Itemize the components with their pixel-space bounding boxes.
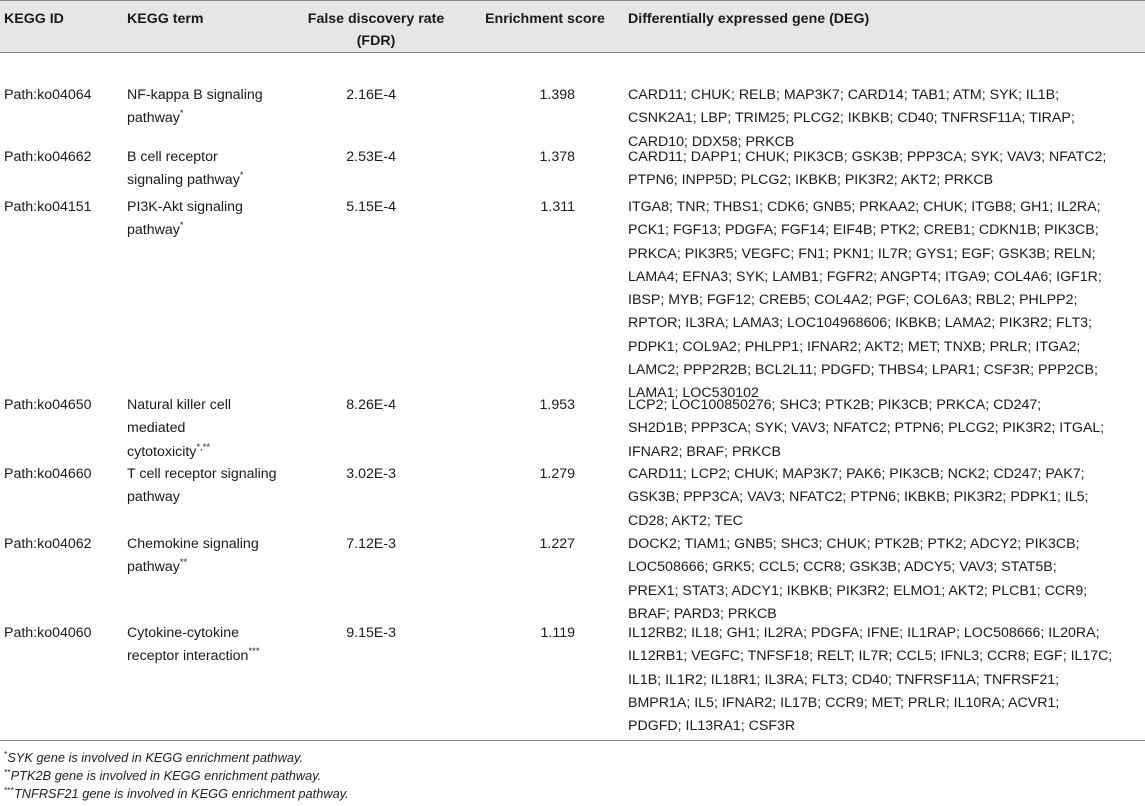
kegg-id-cell: Path:ko04662 — [4, 149, 92, 165]
footnote-mark: * — [4, 749, 8, 759]
footnote-mark: *** — [248, 646, 260, 658]
kegg-term-cell — [127, 533, 302, 580]
footnote-text: TNFRSF21 gene is involved in KEGG enrichment pathway. — [13, 786, 349, 801]
kegg-term-cell — [127, 622, 302, 669]
kegg-term-cell — [127, 394, 302, 464]
footnote — [4, 768, 321, 784]
table-top-rule — [0, 0, 1145, 1]
enrichment-score-cell: 1.311 — [540, 199, 575, 215]
footnote — [4, 786, 349, 802]
footnote-mark: * — [179, 108, 184, 120]
enrichment-score-cell: 1.119 — [540, 625, 575, 641]
footnote-mark: * — [179, 220, 184, 232]
enrichment-score-cell: 1.398 — [539, 87, 575, 103]
table-bottom-rule — [0, 740, 1145, 741]
kegg-term-cell — [127, 463, 302, 510]
footnote-mark: *,** — [196, 441, 211, 453]
footnote-text: SYK gene is involved in KEGG enrichment pathway. — [7, 750, 303, 765]
header-kegg-id: KEGG ID — [4, 11, 64, 27]
footnote-mark: * — [239, 170, 244, 182]
kegg-term-text: Natural killer cell mediated cytotoxicity — [127, 397, 232, 460]
fdr-cell: 5.15E-4 — [346, 199, 396, 215]
kegg-id-cell: Path:ko04064 — [4, 87, 92, 103]
kegg-term-text: T cell receptor signaling pathway — [127, 466, 277, 506]
deg-cell: CARD11; CHUK; RELB; MAP3K7; CARD14; TAB1; ATM; SYK; IL1B; CSNK2A1; LBP; TRIM25; PLCG2; IKBKB; CD40; TNFRSF11A; TIRAP; CARD10; DDX58; PRKCB — [628, 87, 1075, 150]
deg-cell: ITGA8; TNR; THBS1; CDK6; GNB5; PRKAA2; CHUK; ITGB8; GH1; IL2RA; PCK1; FGF13; PDGFA; FGF14; EIF4B; PTK2; CREB1; CDKN1B; PIK3CB; PRKCA; PIK3R5; VEGFC; FN1; PKN1; IL7R; GYS1; EGF; GSK3B; RELN; LAMA4; EFNA3; SYK; LAMB1; FGFR2; ANGPT4; ITGA9; COL4A6; IGF1R; IBSP; MYB; FGF12; CREB5; COL4A2; PGF; COL6A3; RBL2; PHLPP2; RPTOR; IL3RA; LAMA3; LOC104968606; IKBKB; LAMA2; PIK3R2; FLT3; PDPK1; COL9A2; PHLPP1; IFNAR2; AKT2; MET; TNXB; PRLR; ITGA2; LAMC2; PPP2R2B; BCL2L11; PDGFD; THBS4; LPAR1; CSF3R; PPP2CB; LAMA1; LOC530102 — [628, 199, 1102, 402]
header-enrichment-score: Enrichment score — [485, 11, 605, 27]
kegg-term-text: Cytokine-cytokine receptor interaction — [127, 625, 249, 665]
deg-cell: LCP2; LOC100850276; SHC3; PTK2B; PIK3CB; PRKCA; CD247; SH2D1B; PPP3CA; SYK; VAV3; NFATC2; PTPN6; PLCG2; PIK3R2; ITGAL; IFNAR2; BRAF; PRKCB — [628, 397, 1105, 460]
kegg-id-cell: Path:ko04151 — [4, 199, 92, 215]
fdr-cell: 8.26E-4 — [346, 397, 396, 413]
deg-cell: CARD11; LCP2; CHUK; MAP3K7; PAK6; PIK3CB; NCK2; CD247; PAK7; GSK3B; PPP3CA; VAV3; NFATC2; PTPN6; IKBKB; PIK3R2; PDPK1; IL5; CD28; AKT2; TEC — [628, 466, 1089, 529]
enrichment-score-cell: 1.953 — [539, 397, 575, 413]
kegg-term-text: B cell receptor signaling pathway — [127, 149, 240, 189]
enrichment-score-cell: 1.378 — [539, 149, 575, 165]
kegg-id-cell: Path:ko04060 — [4, 625, 92, 641]
kegg-term-cell — [127, 196, 302, 243]
fdr-cell: 2.53E-4 — [346, 149, 396, 165]
table-header-rule — [0, 52, 1145, 53]
footnote-mark: ** — [179, 557, 188, 569]
deg-cell: IL12RB2; IL18; GH1; IL2RA; PDGFA; IFNE; IL1RAP; LOC508666; IL20RA; IL12RB1; VEGFC; TNFSF18; RELT; IL7R; CCL5; IFNL3; CCR8; EGF; IL17C; IL1B; IL1R2; IL18R1; IL3RA; FLT3; CD40; TNFRSF11A; TNFRSF21; BMPR1A; IL5; IFNAR2; IL17B; CCR9; MET; PRLR; IL10RA; ACVR1; PDGFD; IL13RA1; CSF3R — [628, 625, 1113, 735]
enrichment-score-cell: 1.279 — [539, 466, 575, 482]
footnote-mark: ** — [4, 767, 11, 777]
fdr-cell: 3.02E-3 — [346, 466, 396, 482]
kegg-term-text: PI3K-Akt signaling pathway — [127, 199, 243, 239]
kegg-id-cell: Path:ko04650 — [4, 397, 92, 413]
kegg-id-cell: Path:ko04062 — [4, 536, 92, 552]
kegg-id-cell: Path:ko04660 — [4, 466, 92, 482]
header-kegg-term: KEGG term — [127, 11, 204, 27]
kegg-term-text: Chemokine signaling pathway — [127, 536, 259, 576]
kegg-term-text: NF-kappa B signaling pathway — [127, 87, 263, 127]
kegg-term-cell — [127, 146, 302, 193]
enrichment-score-cell: 1.227 — [539, 536, 575, 552]
footnote — [4, 750, 303, 766]
kegg-term-cell — [127, 84, 302, 131]
footnote-mark: *** — [4, 785, 14, 795]
footnote-text: PTK2B gene is involved in KEGG enrichment pathway. — [10, 768, 322, 783]
header-fdr: False discovery rate (FDR) — [307, 11, 445, 49]
deg-cell: DOCK2; TIAM1; GNB5; SHC3; CHUK; PTK2B; PTK2; ADCY2; PIK3CB; LOC508666; GRK5; CCL5; CCR8; GSK3B; ADCY5; VAV3; STAT5B; PREX1; STAT3; ADCY1; IKBKB; PIK3R2; ELMO1; AKT2; PLCB1; CCR9; BRAF; PARD3; PRKCB — [628, 536, 1088, 622]
fdr-cell: 2.16E-4 — [346, 87, 396, 103]
header-deg: Differentially expressed gene (DEG) — [628, 11, 870, 27]
deg-cell: CARD11; DAPP1; CHUK; PIK3CB; GSK3B; PPP3CA; SYK; VAV3; NFATC2; PTPN6; INPP5D; PLCG2; IKBKB; PIK3R2; AKT2; PRKCB — [628, 149, 1107, 189]
fdr-cell: 9.15E-3 — [346, 625, 396, 641]
fdr-cell: 7.12E-3 — [346, 536, 396, 552]
